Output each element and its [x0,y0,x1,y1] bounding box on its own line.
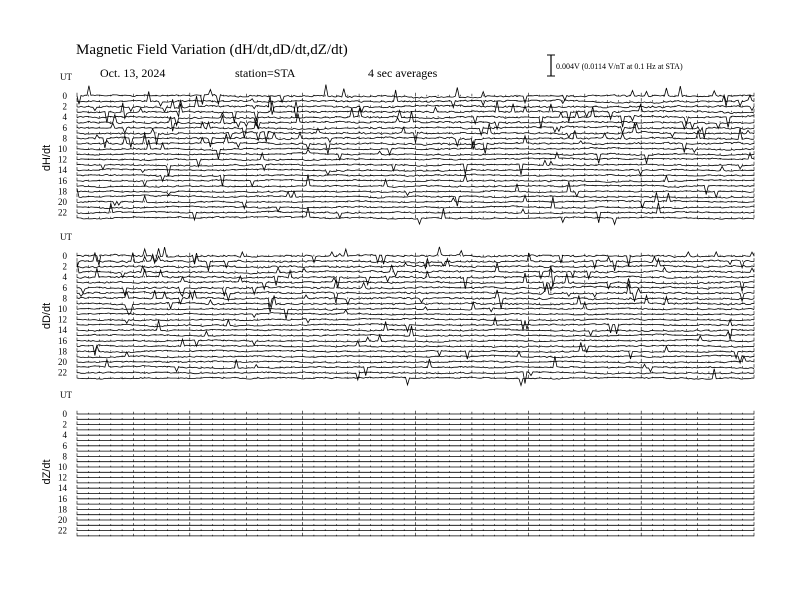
hour-label: 10 [58,144,67,154]
hour-label: 16 [58,493,67,504]
hour-label: 18 [58,186,67,197]
hour-label: 14 [58,325,67,336]
hour-label: 18 [58,504,67,515]
averaging-label: 4 sec averages [368,66,438,80]
hour-label: 16 [58,175,67,186]
hour-label: 10 [58,304,67,314]
ut-label: UT [60,72,72,82]
hour-label: 0 [62,91,67,101]
hour-label: 8 [62,293,67,304]
hour-label: 2 [62,419,67,430]
hour-label: 6 [62,122,67,133]
hour-label: 8 [62,451,67,462]
panel-ylabel: dD/dt [41,302,53,330]
hour-label: 14 [58,165,67,176]
ut-label: UT [60,390,72,400]
date-label: Oct. 13, 2024 [100,66,166,80]
hour-label: 20 [58,357,67,367]
chart-title: Magnetic Field Variation (dH/dt,dD/dt,dZ/dt) [76,42,348,58]
hour-label: 12 [58,154,67,165]
hour-label: 22 [58,207,67,218]
hour-label: 14 [58,483,67,494]
station-label: station=STA [235,66,296,80]
hour-label: 0 [62,409,67,419]
hour-label: 18 [58,346,67,357]
hour-label: 12 [58,314,67,325]
panel-ylabel: dZ/dt [41,459,53,485]
hour-label: 16 [58,335,67,346]
hour-label: 2 [62,261,67,272]
hour-label: 22 [58,525,67,536]
ut-label: UT [60,232,72,242]
hour-label: 8 [62,133,67,144]
hour-label: 20 [58,515,67,525]
hour-label: 4 [62,430,67,441]
hour-label: 0 [62,251,67,261]
scale-note: 0.004V (0.0114 V/nT at 0.1 Hz at STA) [556,62,683,71]
hour-label: 6 [62,440,67,451]
hour-label: 2 [62,101,67,112]
hour-label: 12 [58,472,67,483]
hour-label: 4 [62,112,67,123]
hour-label: 6 [62,282,67,293]
hour-label: 22 [58,367,67,378]
hour-label: 20 [58,197,67,207]
panel-ylabel: dH/dt [41,144,53,172]
hour-label: 4 [62,272,67,283]
hour-label: 10 [58,462,67,472]
